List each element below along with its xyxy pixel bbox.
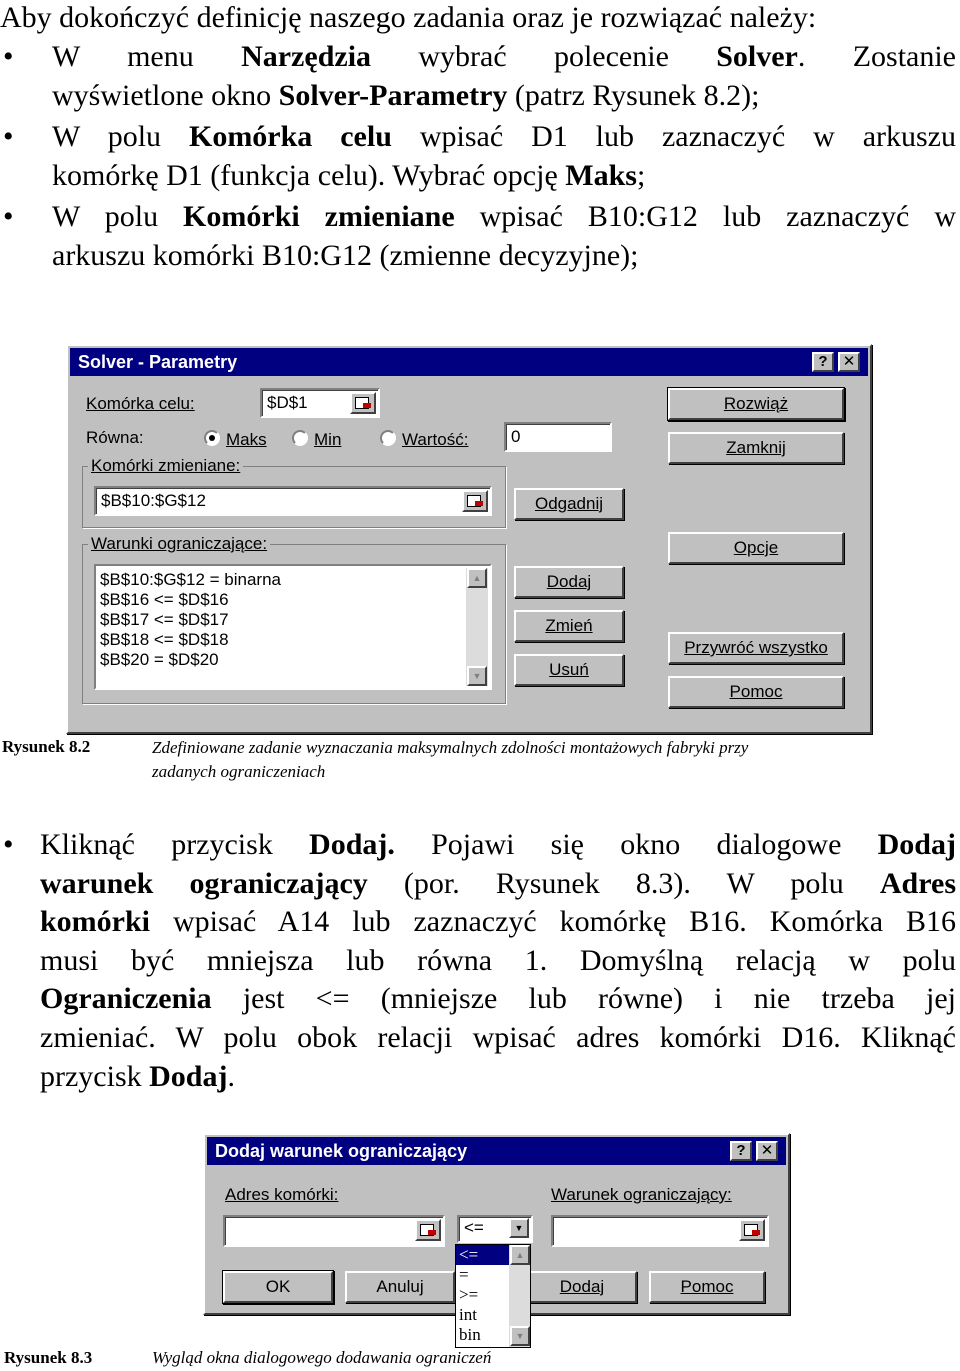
constraint-ref-icon[interactable]: [739, 1219, 765, 1241]
add-help-button[interactable]: Pomoc: [649, 1271, 765, 1303]
options-button[interactable]: Opcje: [668, 532, 844, 564]
help-button[interactable]: Pomoc: [668, 676, 844, 708]
relation-option[interactable]: bin: [459, 1325, 481, 1344]
solver-title: Solver - Parametry: [78, 352, 238, 372]
solver-dialog: [66, 344, 872, 734]
para2-line-1: Kliknąć przycisk Dodaj. Pojawi się okno dialogowe Dodaj: [40, 828, 956, 861]
changing-ref-icon[interactable]: [462, 490, 488, 512]
target-ref-icon[interactable]: [350, 392, 376, 414]
dropdown-scroll-down-icon[interactable]: ▼: [510, 1326, 530, 1346]
relation-option[interactable]: =: [459, 1265, 469, 1284]
dropdown-scroll-up-icon[interactable]: ▲: [510, 1245, 530, 1265]
para2-line-3: komórki wpisać A14 lub zaznaczyć komórkę B16. Komórka B16: [40, 905, 956, 938]
reset-all-button[interactable]: Przywróć wszystko: [668, 632, 844, 664]
radio-min-label: Min: [314, 430, 342, 449]
cell-ref-input[interactable]: [223, 1215, 445, 1247]
guess-button[interactable]: Odgadnij: [514, 488, 624, 520]
equal-label: Równa:: [86, 428, 144, 447]
changing-cells-label: Komórki zmieniane:: [88, 456, 243, 476]
caption-2-number: Rysunek 8.3: [4, 1348, 93, 1367]
bullet-2-line-2: komórkę D1 (funkcja celu). Wybrać opcję Maks;: [52, 159, 646, 192]
constraint-item[interactable]: $B$20 = $D$20: [100, 650, 219, 669]
bullet-1: •: [3, 40, 14, 73]
cell-ref-label: Adres komórki:: [225, 1185, 339, 1204]
scroll-down-icon[interactable]: ▼: [467, 666, 487, 686]
bullet-2-line-1: W polu Komórka celu wpisać D1 lub zaznaczyć w arkuszu: [52, 120, 956, 153]
radio-value[interactable]: [380, 430, 396, 446]
intro-text: Aby dokończyć definicję naszego zadania oraz je rozwiązać należy:: [0, 1, 817, 34]
caption-2-text: Wygląd okna dialogowego dodawania ograniczeń: [152, 1348, 492, 1367]
solver-titlebar: [70, 348, 868, 376]
cell-ref-icon[interactable]: [415, 1219, 441, 1241]
relation-option[interactable]: int: [459, 1305, 477, 1324]
bullet-4: •: [3, 828, 14, 861]
caption-1-number: Rysunek 8.2: [2, 737, 91, 756]
delete-button[interactable]: Usuń: [514, 654, 624, 686]
cancel-button[interactable]: Anuluj: [345, 1271, 455, 1303]
constraint-item[interactable]: $B$10:$G$12 = binarna: [100, 570, 282, 589]
close-dialog-button[interactable]: Zamknij: [668, 432, 844, 464]
bullet-2: •: [3, 120, 14, 153]
help-title-button[interactable]: ?: [812, 352, 834, 372]
add-button[interactable]: Dodaj: [514, 566, 624, 598]
chevron-down-icon[interactable]: ▼: [509, 1218, 529, 1238]
constraints-list[interactable]: [94, 564, 492, 690]
para2-line-5: Ograniczenia jest <= (mniejsze lub równe) i nie trzeba jej: [40, 982, 956, 1015]
para2-line-6: zmieniać. W polu obok relacji wpisać adres komórki D16. Kliknąć: [40, 1021, 956, 1054]
add-close-title-button[interactable]: ✕: [756, 1141, 778, 1161]
radio-max[interactable]: [204, 430, 220, 446]
constraints-label: Warunki ograniczające:: [88, 534, 270, 554]
relation-option[interactable]: >=: [459, 1285, 479, 1304]
relation-option[interactable]: <=: [456, 1245, 530, 1265]
add-help-title-button[interactable]: ?: [730, 1141, 752, 1161]
target-cell-input[interactable]: $D$1: [260, 388, 380, 418]
constraint-label: Warunek ograniczający:: [551, 1185, 732, 1204]
bullet-1-line-2: wyświetlone okno Solver-Parametry (patrz Rysunek 8.2);: [52, 79, 760, 112]
bullet-3: •: [3, 200, 14, 233]
para2-line-2: warunek ograniczający (por. Rysunek 8.3). W polu Adres: [40, 867, 956, 900]
close-title-button[interactable]: ✕: [838, 352, 860, 372]
solve-button[interactable]: Rozwiąż: [668, 388, 844, 420]
para2-line-4: musi być mniejsza lub równa 1. Domyślną relacją w polu: [40, 944, 956, 977]
caption-1-text-line-2: zadanych ograniczeniach: [152, 762, 326, 781]
target-cell-label: Komórka celu:: [86, 394, 195, 413]
ok-button[interactable]: OK: [223, 1271, 333, 1303]
relation-select[interactable]: <=: [457, 1215, 533, 1243]
add-dialog-titlebar: [207, 1137, 786, 1165]
value-input[interactable]: 0: [504, 422, 612, 452]
constraint-input[interactable]: [551, 1215, 769, 1247]
change-button[interactable]: Zmień: [514, 610, 624, 642]
radio-max-label: Maks: [226, 430, 267, 449]
radio-min[interactable]: [292, 430, 308, 446]
bullet-3-line-1: W polu Komórki zmieniane wpisać B10:G12 lub zaznaczyć w: [52, 200, 957, 233]
constraint-item[interactable]: $B$16 <= $D$16: [100, 590, 229, 609]
add-constraint-button[interactable]: Dodaj: [527, 1271, 637, 1303]
changing-cells-input[interactable]: $B$10:$G$12: [94, 486, 492, 516]
add-dialog-title: Dodaj warunek ograniczający: [215, 1141, 468, 1161]
bullet-1-line-1: W menu Narzędzia wybrać polecenie Solver. Zostanie: [52, 40, 956, 73]
caption-1-text-line-1: Zdefiniowane zadanie wyznaczania maksymalnych zdolności montażowych fabryki przy: [152, 738, 749, 757]
scroll-up-icon[interactable]: ▲: [467, 568, 487, 588]
bullet-3-line-2: arkuszu komórki B10:G12 (zmienne decyzyjne);: [52, 239, 639, 272]
para2-line-7: przycisk Dodaj.: [40, 1060, 235, 1093]
constraint-item[interactable]: $B$17 <= $D$17: [100, 610, 229, 629]
constraint-item[interactable]: $B$18 <= $D$18: [100, 630, 229, 649]
radio-value-label: Wartość:: [402, 430, 469, 449]
